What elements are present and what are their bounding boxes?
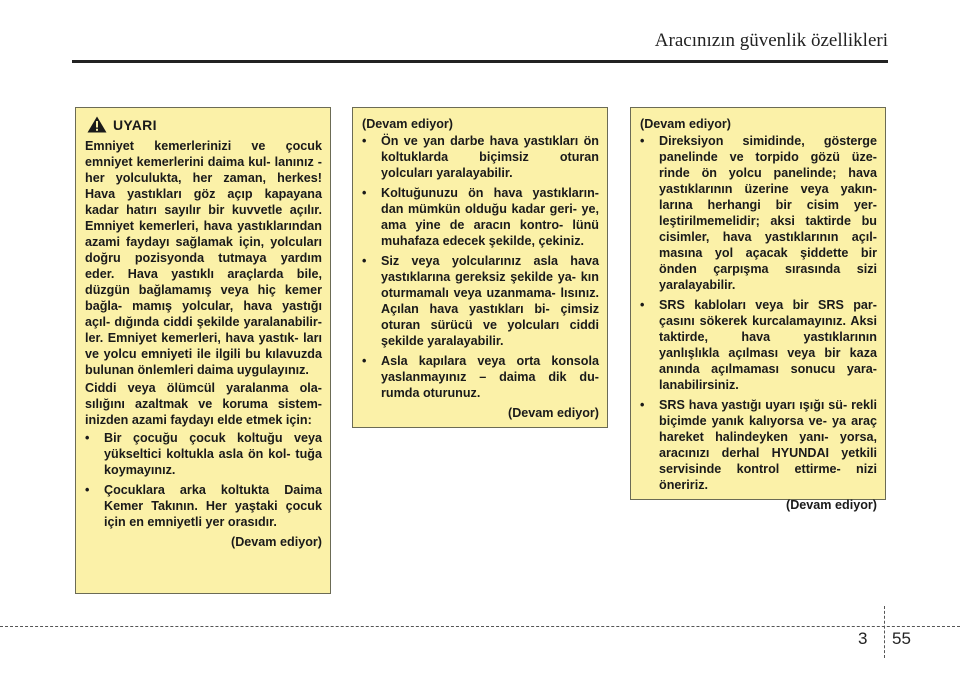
list-item: • Bir çocuğu çocuk koltuğu veya yükseltici koltukla asla ön kol- tuğa koymayınız. (85, 431, 322, 477)
warning-box-continued (630, 107, 886, 512)
continued-heading: (Devam ediyor) (640, 117, 731, 131)
warning-box (75, 107, 331, 594)
warning-bullet-list (640, 133, 877, 493)
page-number: 55 (892, 629, 911, 648)
list-item: • Koltuğunuzu ön hava yastıkların- dan mümkün olduğu kadar geri- ye, ama yine de aracın kontro- lünü muhafaza edecek şekilde, çekiniz. (362, 186, 599, 248)
warning-box-continued (352, 107, 608, 428)
warning-title: UYARI (113, 116, 157, 133)
section-title: Aracınızın güvenlik özellikleri (654, 30, 888, 51)
warning-bullet-list (85, 430, 322, 530)
list-item: • Çocuklara arka koltukta Daima Kemer Takının. Her yaştaki çocuk için en emniyetli yer orasıdır. (85, 483, 322, 529)
continued-label: (Devam ediyor) (231, 535, 322, 549)
warning-bullet-list (362, 133, 599, 401)
warning-paragraph: Emniyet kemerlerinizi ve çocuk emniyet kemerlerini daima kul- lanınız - her yolculukta, her zaman, herkes! Hava yastıkları göz açıp kapayana kadar hatırı sayılır bir kuvvetle açılır. Emniyet kemerleri, hava yastıklarından azami faydayı sağlamak için, yolcuları doğru pozisyonda tutmaya yardım eder. Hava yastıklı araçlarda bile, düzgün bağlamamış veya hiç kemer bağla- mamış yolcular, hava yastığı açıl- dığında ciddi şekilde yaralanabilir- ler. Emniyet kemerleri, hava yastık- ları ve yolcu emniyeti ile ilgili bu kılavuzda bulunan önlemleri daima uygulayınız. (85, 139, 322, 377)
continued-heading: (Devam ediyor) (362, 117, 453, 131)
list-item: • SRS kabloları veya bir SRS par- çasını sökerek kurcalamayınız. Aksi taktirde, hava yastıklarının yanlışlıkla açılması veya bir kaza anında açılmaması sonucu yara- lanabilirsiniz. (640, 298, 877, 392)
warning-header (85, 116, 322, 133)
header-rule (72, 60, 888, 63)
list-item: • Asla kapılara veya orta konsola yaslanmayınız – daima dik du- rumda oturunuz. (362, 354, 599, 400)
list-item: • SRS hava yastığı uyarı ışığı sü- rekli biçimde yanık kalıyorsa ve- ya araç hareket halindeyken yanı- yorsa, aracınızı derhal HYUNDAI yetkili servisinde kontrol ettirme- nizi öneririz. (640, 398, 877, 492)
bullet-icon: • (640, 298, 645, 312)
footer-divider (0, 626, 960, 627)
bullet-icon: • (85, 483, 90, 497)
bullet-icon: • (362, 134, 367, 148)
bullet-icon: • (362, 186, 367, 200)
chapter-number: 3 (858, 629, 868, 648)
warning-triangle-icon (87, 116, 107, 133)
list-item: • Direksiyon simidinde, gösterge panelinde ve torpido gözü üze- rinde ön yolcu panelinde; hava yastıklarının üzerine veya yakın- larına herhangi bir cisim yer- leştirilmemelidir; aksi taktirde bu cisimler, hava yastıklarının açıl- masına yol açacak şiddette bir önden çarpışma sırasında sizi yaralayabilir. (640, 134, 877, 292)
bullet-icon: • (640, 398, 645, 412)
list-item: • Ön ve yan darbe hava yastıkları ön koltuklarda biçimsiz oturan yolcuları yaralayabilir. (362, 134, 599, 180)
list-item: • Siz veya yolcularınız asla hava yastıklarına gereksiz şekilde ya- kın oturmamalı veya uzanmama- lısınız. Açılan hava yastıkları bi- çimsiz oturan sürücü ve yolcuları ciddi şekilde yaralayabilir. (362, 254, 599, 348)
warning-paragraph: Ciddi veya ölümcül yaralanma ola- sılığını azaltmak ve koruma sistem- inizden azami faydayı elde etmek için: (85, 381, 322, 427)
continued-label: (Devam ediyor) (508, 406, 599, 420)
bullet-icon: • (85, 431, 90, 445)
bullet-icon: • (640, 134, 645, 148)
continued-label: (Devam ediyor) (786, 498, 877, 512)
footer-page-separator (884, 606, 885, 658)
bullet-icon: • (362, 354, 367, 368)
bullet-icon: • (362, 254, 367, 268)
